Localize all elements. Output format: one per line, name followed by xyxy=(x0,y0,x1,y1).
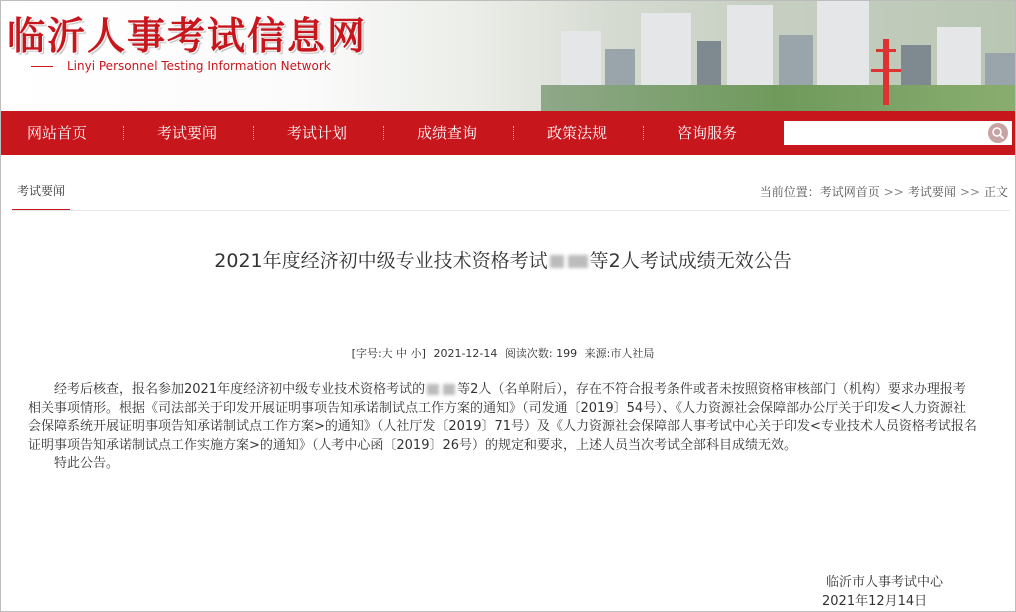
paragraph-text: 经考后核查，报名参加2021年度经济初中级专业技术资格考试的 xyxy=(54,382,426,397)
article-title-part2: 等2人考试成绩无效公告 xyxy=(589,250,792,272)
breadcrumb-prefix: 当前位置： xyxy=(759,185,820,199)
article-title-part1: 2021年度经济初中级专业技术资格考试 xyxy=(214,250,548,272)
article-title xyxy=(0,246,1006,273)
redacted-name xyxy=(568,255,588,268)
nav-separator xyxy=(383,126,385,140)
search-box xyxy=(784,121,1012,145)
publish-date: 2021-12-14 xyxy=(433,347,498,360)
font-small-link[interactable]: 小 xyxy=(410,347,422,360)
breadcrumb-separator: >> xyxy=(959,185,980,199)
breadcrumb-home[interactable]: 考试网首页 xyxy=(819,185,880,199)
nav-home[interactable]: 网站首页 xyxy=(27,124,88,142)
divider xyxy=(12,210,1010,211)
site-subtitle-text: Linyi Personnel Testing Information Network xyxy=(67,59,331,73)
font-size-controls xyxy=(352,347,426,360)
article-meta xyxy=(0,345,1006,361)
paragraph-text: 等2人（名单附后），存在不符合报考条件或者未按照资格审核部门（机构）要求办理报考相关事项情形。根据《司法部关于印发开展证明事项告知承诺制试点工作方案的通知》（司发通〔2019〕54号）、《人力资源社会保障部办公厅关于印发<人力资源社会保障系统开展证明事项告知承诺制试点工作方案>的通知》（人社厅发〔2019〕71号）及《人力资源社会保障部人事考试中心关于印发<专业技术人员资格考试报名证明事项告知承诺制试点工作实施方案>的通知》（人考中心函〔2019〕26号）的规定和要求，上述人员当次考试全部科目成绩无效。 xyxy=(28,382,977,453)
font-size-label: [字号: xyxy=(351,347,382,360)
signature xyxy=(822,573,944,611)
banner-cityscape-image xyxy=(541,1,1015,111)
redacted-name xyxy=(427,384,439,395)
views-value: 199 xyxy=(556,347,578,360)
nav-separator xyxy=(253,126,255,140)
signature-date: 2021年12月14日 xyxy=(822,594,928,609)
source-label: 来源: xyxy=(584,347,611,360)
font-size-bracket: ] xyxy=(421,347,426,360)
breadcrumb-separator: >> xyxy=(883,185,904,199)
nav-consult[interactable]: 咨询服务 xyxy=(677,124,738,142)
nav-separator xyxy=(513,126,515,140)
site-subtitle xyxy=(31,59,331,73)
site-title[interactable]: 临沂人事考试信息网 xyxy=(7,13,368,58)
article-paragraph xyxy=(28,381,978,455)
nav-separator xyxy=(123,126,125,140)
redacted-name xyxy=(443,384,455,395)
view-count xyxy=(505,347,577,360)
search-input[interactable] xyxy=(785,122,993,144)
article-closing: 特此公告。 xyxy=(54,456,120,471)
source-value: 市人社局 xyxy=(610,347,655,360)
site-banner xyxy=(1,1,1015,111)
source xyxy=(585,347,655,360)
breadcrumb-current: 正文 xyxy=(983,185,1008,199)
breadcrumb-exam-news[interactable]: 考试要闻 xyxy=(907,185,956,199)
article-body xyxy=(28,381,978,474)
search-button[interactable] xyxy=(988,123,1008,143)
font-large-link[interactable]: 大 xyxy=(381,347,393,360)
views-label: 阅读次数: xyxy=(504,347,553,360)
font-medium-link[interactable]: 中 xyxy=(396,347,408,360)
redacted-name xyxy=(550,255,564,268)
monument-tower xyxy=(883,39,889,105)
section-tab-exam-news[interactable]: 考试要闻 xyxy=(12,183,70,211)
subtitle-dash xyxy=(31,66,53,67)
breadcrumb xyxy=(760,183,1008,200)
nav-separator xyxy=(643,126,645,140)
nav-exam-news[interactable]: 考试要闻 xyxy=(157,124,218,142)
main-nav xyxy=(1,111,1015,155)
nav-exam-plan[interactable]: 考试计划 xyxy=(287,124,348,142)
signature-org: 临沂市人事考试中心 xyxy=(826,575,944,590)
nav-policy[interactable]: 政策法规 xyxy=(547,124,608,142)
nav-score-query[interactable]: 成绩查询 xyxy=(417,124,478,142)
search-icon xyxy=(991,126,1005,140)
